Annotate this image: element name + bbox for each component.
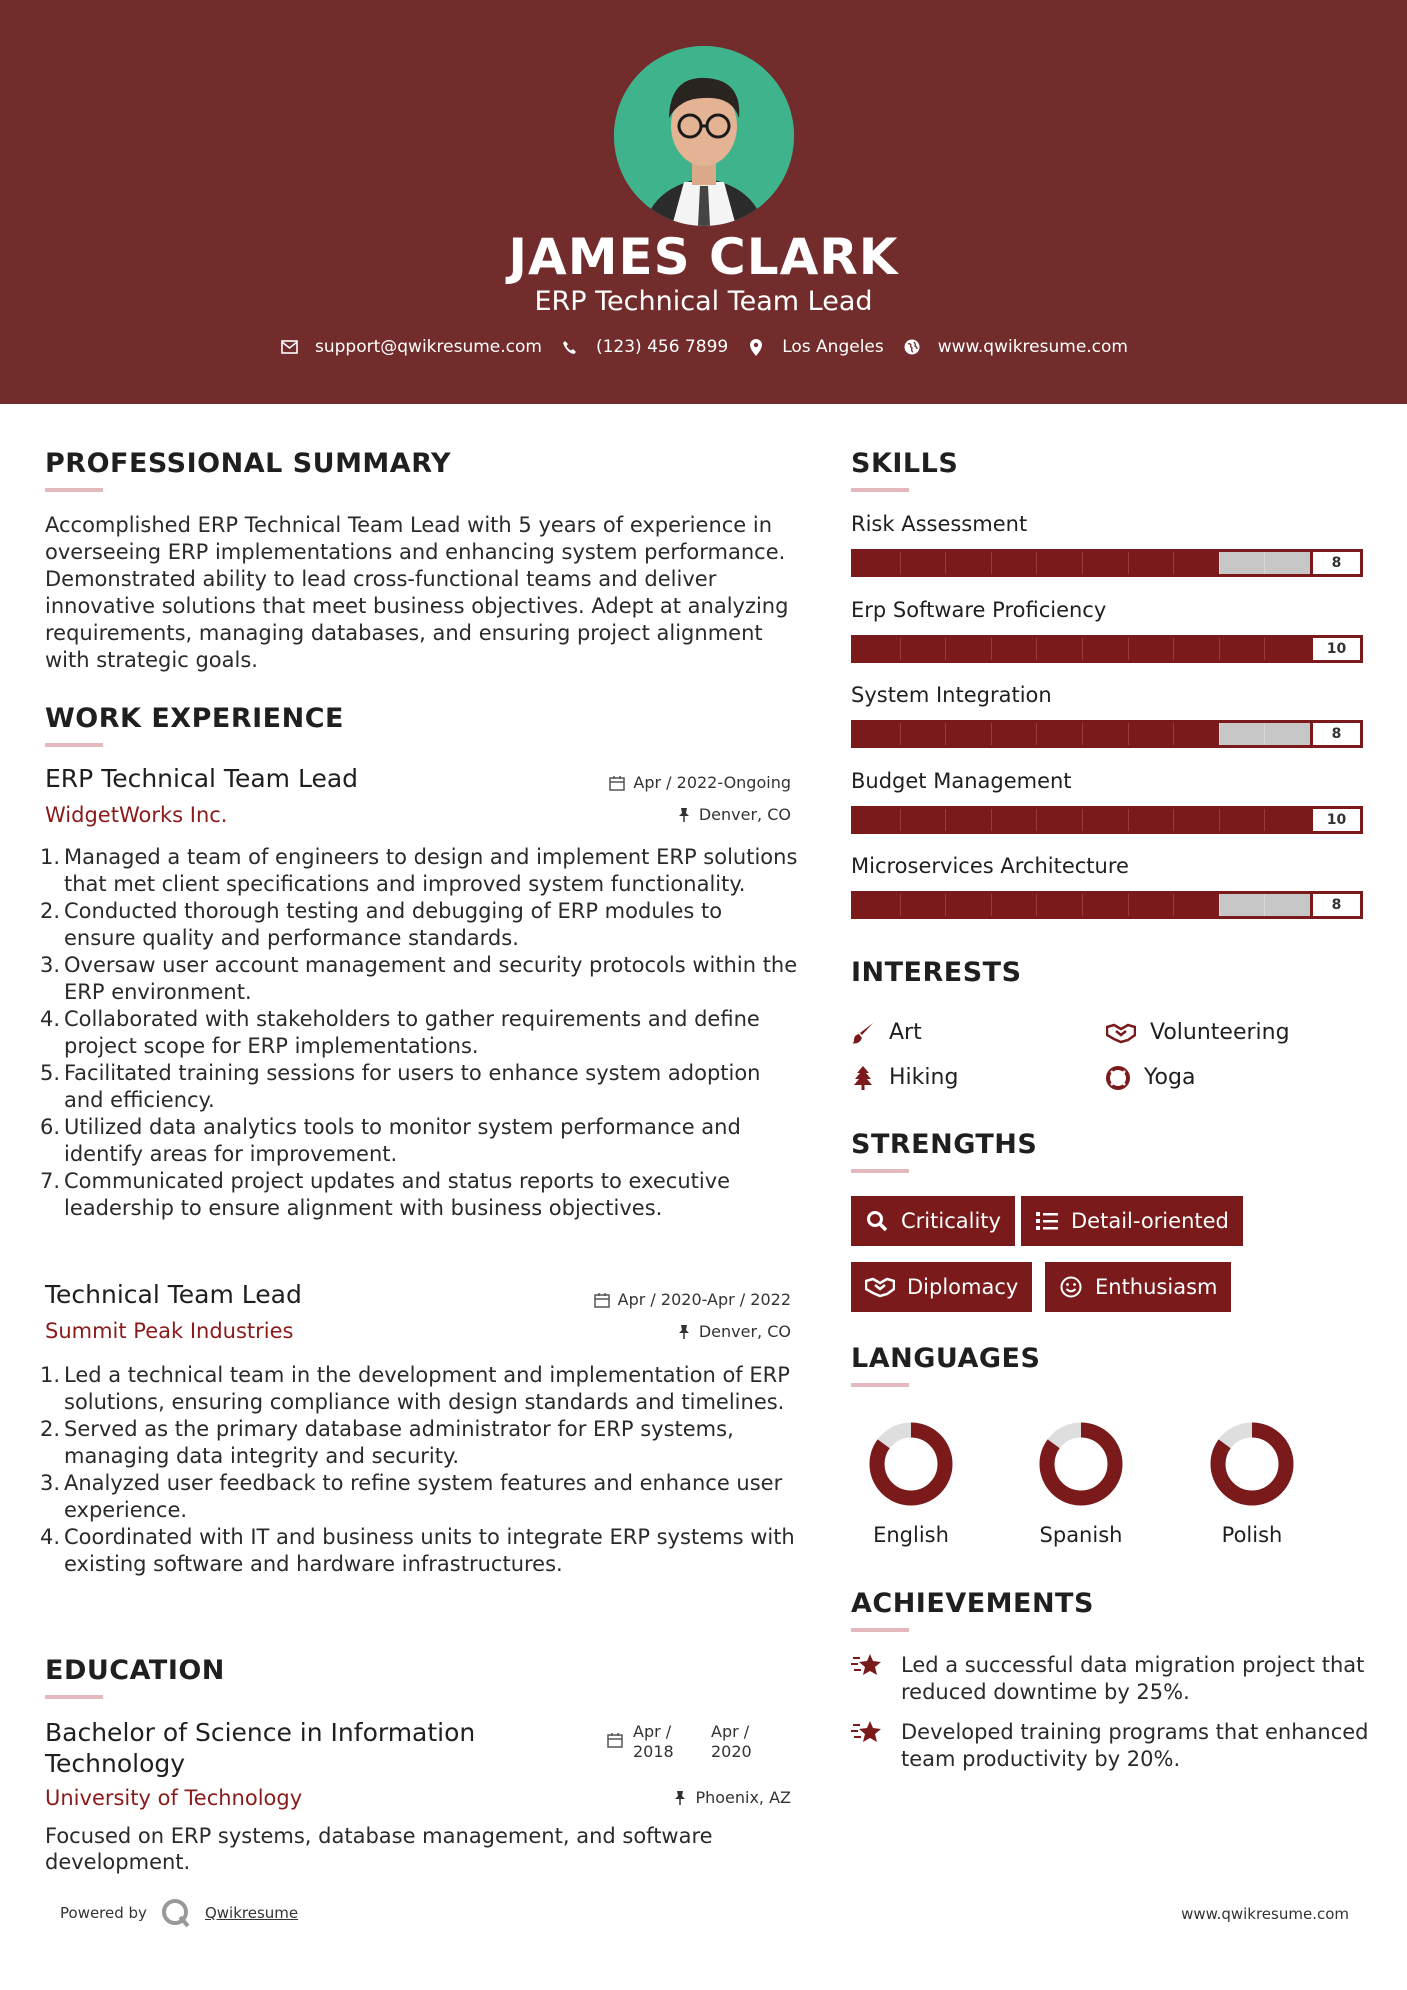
- skill-bar-divider: [1264, 723, 1265, 745]
- skill-bar-divider: [1173, 723, 1174, 745]
- education-dates: [607, 1722, 759, 1762]
- interest-label: Art: [889, 1020, 922, 1045]
- skill-bar-divider: [1082, 552, 1083, 574]
- skill-bar-divider: [1173, 809, 1174, 831]
- list-item: 1. Led a technical team in the development and implementation of ERP solutions, ensuring compliance with design standards and timelines.: [40, 1363, 790, 1414]
- strength-chip: [851, 1196, 1015, 1246]
- skill-bar-divider: [1264, 894, 1265, 916]
- candidate-title: ERP Technical Team Lead: [534, 286, 873, 317]
- list-item: 1. Managed a team of engineers to design and implement ERP solutions that met client specifications and improved system functionality.: [40, 845, 798, 896]
- school-name: University of Technology: [45, 1786, 303, 1810]
- star-medal-icon: [851, 1652, 883, 1678]
- strengths-underline: [851, 1169, 909, 1173]
- skills-underline: [851, 488, 909, 492]
- list-item: 2. Served as the primary database administrator for ERP systems, managing data integrity and security.: [40, 1417, 734, 1468]
- interest-volunteering: [1106, 1020, 1290, 1045]
- job-location-text: Denver, CO: [698, 1322, 791, 1341]
- language-label: English: [873, 1523, 949, 1547]
- job-company: Summit Peak Industries: [45, 1319, 294, 1343]
- powered-by-text: Powered by: [60, 1904, 147, 1922]
- skill-bar-divider: [945, 894, 946, 916]
- interest-label: Yoga: [1144, 1065, 1196, 1090]
- paintbrush-icon: [851, 1021, 875, 1045]
- interest-label: Volunteering: [1150, 1020, 1290, 1045]
- skills-heading: SKILLS: [851, 448, 959, 479]
- skill-level-value: 10: [1310, 638, 1360, 660]
- achievement-item: [851, 1652, 1371, 1706]
- job-dates-text: Apr / 2022-Ongoing: [633, 773, 791, 792]
- strength-chip: [851, 1262, 1032, 1312]
- strength-label: Detail-oriented: [1071, 1209, 1229, 1233]
- education-underline: [45, 1695, 103, 1699]
- skill-bar-divider: [1173, 638, 1174, 660]
- strength-label: Criticality: [901, 1209, 1001, 1233]
- skill-bar-divider: [1036, 894, 1037, 916]
- degree-title: Bachelor of Science in Information Technology: [45, 1718, 476, 1778]
- job-location-text: Denver, CO: [698, 805, 791, 824]
- resume-header: [0, 0, 1407, 404]
- website-text: www.qwikresume.com: [937, 337, 1128, 357]
- handshake-icon: [1106, 1021, 1136, 1045]
- skill-label: Microservices Architecture: [851, 854, 1129, 878]
- skill-bar: [851, 635, 1363, 663]
- skill-label: Erp Software Proficiency: [851, 597, 1107, 622]
- phone-icon: [560, 337, 580, 357]
- candidate-name: JAMES CLARK: [508, 228, 899, 286]
- education-location: [560, 1788, 791, 1807]
- skill-bar-divider: [1036, 638, 1037, 660]
- list-item: 5. Facilitated training sessions for users to enhance system adoption and efficiency.: [40, 1061, 761, 1112]
- phone-text: (123) 456 7899: [595, 337, 729, 357]
- job-dates: [560, 773, 791, 792]
- language-proficiency-donut: [1209, 1421, 1295, 1507]
- pushpin-icon: [673, 1790, 687, 1806]
- skill-bar-divider: [1082, 638, 1083, 660]
- job-title: ERP Technical Team Lead: [45, 764, 359, 793]
- list-item: 4. Collaborated with stakeholders to gather requirements and define project scope for ERP implementations.: [40, 1007, 760, 1058]
- calendar-icon: [607, 1732, 623, 1748]
- skill-bar-divider: [945, 638, 946, 660]
- list-item: 3. Analyzed user feedback to refine system features and enhance user experience.: [40, 1471, 783, 1522]
- footer-website[interactable]: www.qwikresume.com: [1181, 1905, 1349, 1923]
- language-proficiency-donut: [1038, 1421, 1124, 1507]
- achievements-heading: ACHIEVEMENTS: [851, 1588, 1094, 1619]
- skill-label: System Integration: [851, 683, 1052, 707]
- skill-bar-divider: [945, 723, 946, 745]
- interest-art: [851, 1020, 922, 1045]
- skill-label: Risk Assessment: [851, 512, 1028, 536]
- globe-icon: [902, 337, 922, 357]
- interest-hiking: [851, 1065, 958, 1090]
- location-text: Los Angeles: [782, 337, 884, 357]
- skill-bar-divider: [900, 638, 901, 660]
- qwikresume-logo-icon: [161, 1898, 191, 1928]
- brand-link[interactable]: Qwikresume: [204, 1904, 299, 1922]
- job-title: Technical Team Lead: [45, 1280, 302, 1309]
- strength-chip: [1045, 1262, 1231, 1312]
- job-dates-text: Apr / 2020-Apr / 2022: [617, 1290, 791, 1309]
- skill-level-value: 8: [1310, 723, 1360, 745]
- achievements-underline: [851, 1628, 909, 1632]
- pushpin-icon: [677, 807, 691, 823]
- skill-bar-divider: [900, 723, 901, 745]
- interest-label: Hiking: [889, 1065, 959, 1090]
- skill-bar-divider: [1082, 723, 1083, 745]
- skill-bar-divider: [945, 552, 946, 574]
- calendar-icon: [594, 1292, 610, 1308]
- smile-icon: [1059, 1275, 1083, 1299]
- skill-bar-divider: [1128, 894, 1129, 916]
- skill-bar-divider: [991, 638, 992, 660]
- skill-bar-divider: [1264, 552, 1265, 574]
- contact-location: [746, 337, 884, 357]
- skill-level-value: 10: [1310, 809, 1360, 831]
- education-description: Focused on ERP systems, database management, and software development.: [45, 1824, 713, 1874]
- skill-bar-divider: [1036, 809, 1037, 831]
- list-item: 7. Communicated project updates and status reports to executive leadership to ensure alignment with business objectives.: [40, 1169, 731, 1220]
- summary-text: Accomplished ERP Technical Team Lead with 5 years of experience in overseeing ERP implementations and enhancing system performance. Demonstrated ability to lead cross-functional teams and deliver innovative solutions that meet business objectives. Adept at analyzing requirements, managing databases, and ensuring project alignment with strategic goals.: [45, 513, 789, 672]
- skill-bar-divider: [900, 809, 901, 831]
- map-pin-icon: [746, 337, 766, 357]
- language-label: Polish: [1221, 1523, 1283, 1547]
- lifering-icon: [1106, 1066, 1130, 1090]
- pushpin-icon: [677, 1324, 691, 1340]
- profile-photo: [614, 46, 794, 226]
- job-location: [560, 805, 791, 824]
- skill-bar-divider: [1219, 809, 1220, 831]
- job-dates: [540, 1290, 791, 1309]
- skill-bar-divider: [945, 809, 946, 831]
- skill-bar-divider: [991, 552, 992, 574]
- list-item: 6. Utilized data analytics tools to monitor system performance and identify areas for improvement.: [40, 1115, 741, 1166]
- summary-underline: [45, 488, 103, 492]
- list-item: 2. Conducted thorough testing and debugging of ERP modules to ensure quality and performance standards.: [40, 899, 723, 950]
- work-underline: [45, 743, 103, 747]
- skill-bar: [851, 806, 1363, 834]
- skill-bar-divider: [1173, 894, 1174, 916]
- envelope-icon: [279, 337, 299, 357]
- skill-bar: [851, 549, 1363, 577]
- education-end-date: Apr / 2020: [711, 1722, 752, 1761]
- strengths-heading: STRENGTHS: [851, 1129, 1038, 1160]
- skill-bar-divider: [991, 894, 992, 916]
- job-bullet-list: [40, 844, 800, 1222]
- education-start-date: Apr / 2018: [633, 1722, 674, 1761]
- job-bullet-list: [40, 1362, 800, 1578]
- skill-label: Budget Management: [851, 768, 1072, 793]
- summary-heading: PROFESSIONAL SUMMARY: [45, 448, 452, 479]
- list-icon: [1035, 1209, 1059, 1233]
- skill-bar: [851, 720, 1363, 748]
- star-medal-icon: [851, 1719, 883, 1745]
- languages-heading: LANGUAGES: [851, 1343, 1041, 1374]
- skill-bar-divider: [1082, 809, 1083, 831]
- skill-level-value: 8: [1310, 552, 1360, 574]
- skill-bar-divider: [1036, 552, 1037, 574]
- search-icon: [865, 1209, 889, 1233]
- achievement-text: Led a successful data migration project that reduced downtime by 25%.: [901, 1653, 1365, 1704]
- strength-chip: [1021, 1196, 1243, 1246]
- skill-bar-divider: [991, 809, 992, 831]
- education-heading: EDUCATION: [45, 1655, 225, 1686]
- skill-level-value: 8: [1310, 894, 1360, 916]
- skill-bar-divider: [1128, 638, 1129, 660]
- skill-bar-divider: [991, 723, 992, 745]
- work-heading: WORK EXPERIENCE: [45, 703, 344, 734]
- skill-bar-divider: [1219, 552, 1220, 574]
- skill-bar-divider: [1264, 809, 1265, 831]
- job-location: [560, 1322, 791, 1341]
- contact-email[interactable]: [279, 337, 542, 357]
- contact-bar: [0, 337, 1407, 357]
- skill-bar-divider: [1219, 894, 1220, 916]
- skill-bar-divider: [900, 552, 901, 574]
- skill-bar-divider: [1128, 552, 1129, 574]
- contact-website[interactable]: [902, 337, 1128, 357]
- job-company: WidgetWorks Inc.: [45, 803, 228, 827]
- skill-bar-divider: [1082, 894, 1083, 916]
- tree-icon: [851, 1066, 875, 1090]
- interests-heading: INTERESTS: [851, 957, 1022, 988]
- skill-bar: [851, 891, 1363, 919]
- skill-bar-divider: [1128, 723, 1129, 745]
- footer-brand: [60, 1898, 298, 1928]
- handshake-icon: [865, 1275, 895, 1299]
- language-label: Spanish: [1039, 1523, 1123, 1547]
- languages-underline: [851, 1383, 909, 1387]
- list-item: 3. Oversaw user account management and security protocols within the ERP environment.: [40, 953, 798, 1004]
- email-text: support@qwikresume.com: [315, 337, 542, 357]
- skill-bar-divider: [1264, 638, 1265, 660]
- calendar-icon: [609, 775, 625, 791]
- skill-bar-divider: [1128, 809, 1129, 831]
- skill-bar-divider: [1219, 638, 1220, 660]
- list-item: 4. Coordinated with IT and business units to integrate ERP systems with existing software and hardware infrastructures.: [40, 1525, 795, 1576]
- strength-label: Enthusiasm: [1095, 1275, 1218, 1299]
- skill-bar-divider: [1219, 723, 1220, 745]
- achievement-text: Developed training programs that enhanced team productivity by 20%.: [901, 1720, 1369, 1771]
- achievement-item: [851, 1719, 1371, 1773]
- language-proficiency-donut: [868, 1421, 954, 1507]
- strength-label: Diplomacy: [907, 1275, 1019, 1299]
- contact-phone[interactable]: [560, 337, 728, 357]
- skill-bar-divider: [1036, 723, 1037, 745]
- education-location-text: Phoenix, AZ: [695, 1788, 791, 1807]
- interest-yoga: [1106, 1065, 1195, 1090]
- skill-bar-divider: [900, 894, 901, 916]
- skill-bar-divider: [1173, 552, 1174, 574]
